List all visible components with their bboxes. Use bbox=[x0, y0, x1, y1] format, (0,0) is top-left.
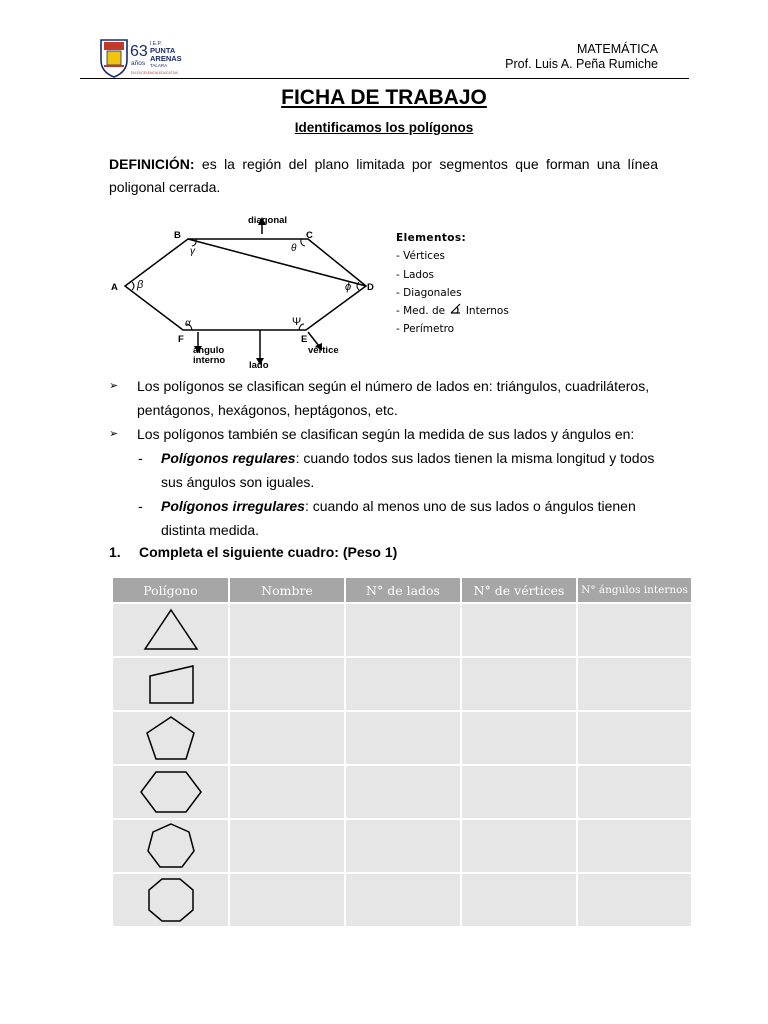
shape-cell bbox=[112, 711, 229, 765]
logo-years-number: 63 bbox=[130, 43, 148, 60]
classification-bullets bbox=[109, 374, 669, 542]
answer-cell-vertices[interactable] bbox=[461, 657, 577, 711]
label-lado: lado bbox=[249, 360, 269, 371]
element-item: - Diagonales bbox=[396, 286, 462, 299]
label-diagonal: diagonal bbox=[248, 215, 288, 226]
label-beta: β bbox=[137, 279, 144, 291]
table-header-row bbox=[112, 577, 692, 603]
elements-list bbox=[396, 229, 509, 339]
polygon-table bbox=[111, 576, 693, 928]
answer-cell-nombre[interactable] bbox=[229, 603, 345, 657]
answer-cell-lados[interactable] bbox=[345, 711, 461, 765]
label-vertex-a: A bbox=[111, 282, 118, 293]
answer-cell-angulos[interactable] bbox=[577, 603, 692, 657]
table-row bbox=[112, 765, 692, 819]
page-subtitle: Identificamos los polígonos bbox=[294, 120, 474, 135]
answer-cell-nombre[interactable] bbox=[229, 765, 345, 819]
label-interno: interno bbox=[193, 355, 226, 366]
pentagon-icon bbox=[136, 713, 206, 763]
question-number: 1. bbox=[109, 544, 121, 560]
angle-icon bbox=[448, 302, 462, 320]
answer-cell-vertices[interactable] bbox=[461, 711, 577, 765]
octagon-icon bbox=[136, 875, 206, 925]
header-divider bbox=[80, 78, 689, 79]
polygon-diagram bbox=[108, 212, 388, 372]
table-row bbox=[112, 873, 692, 927]
label-theta: θ bbox=[291, 243, 297, 254]
answer-cell-lados[interactable] bbox=[345, 819, 461, 873]
logo-motto: EN EXCELENCIA EDUCATIVA bbox=[131, 71, 178, 75]
label-vertex-f: F bbox=[178, 334, 184, 345]
text-irregulares: : cuando al menos uno de sus lados o ángulos tienen distinta medida. bbox=[161, 498, 636, 538]
bullet-item bbox=[109, 422, 669, 446]
heptagon-icon bbox=[136, 821, 206, 871]
table-row bbox=[112, 657, 692, 711]
answer-cell-lados[interactable] bbox=[345, 765, 461, 819]
answer-cell-lados[interactable] bbox=[345, 657, 461, 711]
answer-cell-nombre[interactable] bbox=[229, 819, 345, 873]
header-teacher: Prof. Luis A. Peña Rumiche bbox=[505, 57, 658, 71]
elements-title: Elementos: bbox=[396, 232, 467, 244]
answer-cell-angulos[interactable] bbox=[577, 873, 692, 927]
dash-bullet: - bbox=[138, 498, 143, 514]
header-nombre: Nombre bbox=[229, 577, 345, 603]
sub-item-irregulares bbox=[109, 494, 669, 542]
answer-cell-nombre[interactable] bbox=[229, 873, 345, 927]
triangle-icon bbox=[136, 605, 206, 655]
shape-cell bbox=[112, 819, 229, 873]
answer-cell-angulos[interactable] bbox=[577, 711, 692, 765]
table-row bbox=[112, 711, 692, 765]
label-angulo: ángulo bbox=[193, 345, 225, 356]
answer-cell-vertices[interactable] bbox=[461, 603, 577, 657]
table-row bbox=[112, 603, 692, 657]
definition-text: es la región del plano limitada por segmentos que forman una línea poligonal cerrada. bbox=[109, 156, 658, 195]
logo-years-word: años bbox=[131, 60, 146, 67]
arrow-bullet-icon: ➢ bbox=[109, 380, 119, 392]
answer-cell-lados[interactable] bbox=[345, 603, 461, 657]
logo-school-small: I.E.P. bbox=[150, 41, 162, 47]
logo-school-name-2: ARENAS bbox=[150, 54, 182, 63]
hexagon-icon bbox=[136, 767, 206, 817]
label-psi: Ψ bbox=[292, 316, 302, 328]
header-subject: MATEMÁTICA bbox=[576, 42, 658, 56]
answer-cell-nombre[interactable] bbox=[229, 711, 345, 765]
definition-paragraph bbox=[109, 153, 658, 199]
logo-city: TALARA bbox=[150, 63, 168, 68]
answer-cell-angulos[interactable] bbox=[577, 819, 692, 873]
logo-school-name-1: PUNTA bbox=[150, 46, 176, 55]
element-item: - Vértices bbox=[396, 250, 446, 263]
question-1 bbox=[109, 544, 397, 560]
element-med-prefix: - Med. de bbox=[396, 305, 446, 318]
header-lados: N° de lados bbox=[345, 577, 461, 603]
answer-cell-nombre[interactable] bbox=[229, 657, 345, 711]
term-irregulares: Polígonos irregulares bbox=[161, 498, 305, 514]
shape-cell bbox=[112, 873, 229, 927]
label-vertex-d: D bbox=[367, 282, 374, 293]
school-logo bbox=[99, 38, 194, 78]
arrow-bullet-icon: ➢ bbox=[109, 428, 119, 440]
header-vertices: N° de vértices bbox=[461, 577, 577, 603]
bullet-item bbox=[109, 374, 669, 422]
dash-bullet: - bbox=[138, 450, 143, 466]
label-alpha: α bbox=[185, 318, 191, 329]
answer-cell-angulos[interactable] bbox=[577, 657, 692, 711]
term-regulares: Polígonos regulares bbox=[161, 450, 296, 466]
element-item: - Lados bbox=[396, 268, 434, 281]
answer-cell-vertices[interactable] bbox=[461, 819, 577, 873]
label-vertice: vértice bbox=[308, 345, 339, 356]
header-info bbox=[505, 42, 658, 72]
header-poligono: Polígono bbox=[112, 577, 229, 603]
bullet-text: Los polígonos se clasifican según el número de lados en: triángulos, cuadriláteros, pentágonos, hexágonos, heptágonos, etc. bbox=[137, 378, 650, 418]
label-gamma: γ bbox=[190, 246, 195, 257]
header-angulos: N° ángulos internos bbox=[577, 577, 692, 603]
answer-cell-lados[interactable] bbox=[345, 873, 461, 927]
answer-cell-vertices[interactable] bbox=[461, 765, 577, 819]
table-row bbox=[112, 819, 692, 873]
question-text: Completa el siguiente cuadro: (Peso 1) bbox=[139, 544, 398, 560]
answer-cell-angulos[interactable] bbox=[577, 765, 692, 819]
quadrilateral-icon bbox=[136, 659, 206, 709]
answer-cell-vertices[interactable] bbox=[461, 873, 577, 927]
label-phi: ϕ bbox=[345, 281, 352, 293]
text-regulares: : cuando todos sus lados tienen la misma longitud y todos sus ángulos son iguales. bbox=[161, 450, 655, 490]
shape-cell bbox=[112, 603, 229, 657]
element-item bbox=[396, 302, 509, 320]
page-title: FICHA DE TRABAJO bbox=[281, 86, 487, 109]
shape-cell bbox=[112, 765, 229, 819]
label-vertex-c: C bbox=[306, 230, 313, 241]
element-med-suffix: Internos bbox=[465, 305, 509, 318]
sub-item-regulares bbox=[109, 446, 669, 494]
shape-cell bbox=[112, 657, 229, 711]
label-vertex-e: E bbox=[301, 334, 308, 345]
bullet-text: Los polígonos también se clasifican según la medida de sus lados y ángulos en: bbox=[137, 426, 635, 442]
label-vertex-b: B bbox=[174, 230, 181, 241]
definition-label: DEFINICIÓN: bbox=[109, 156, 195, 172]
element-item: - Perímetro bbox=[396, 323, 455, 336]
